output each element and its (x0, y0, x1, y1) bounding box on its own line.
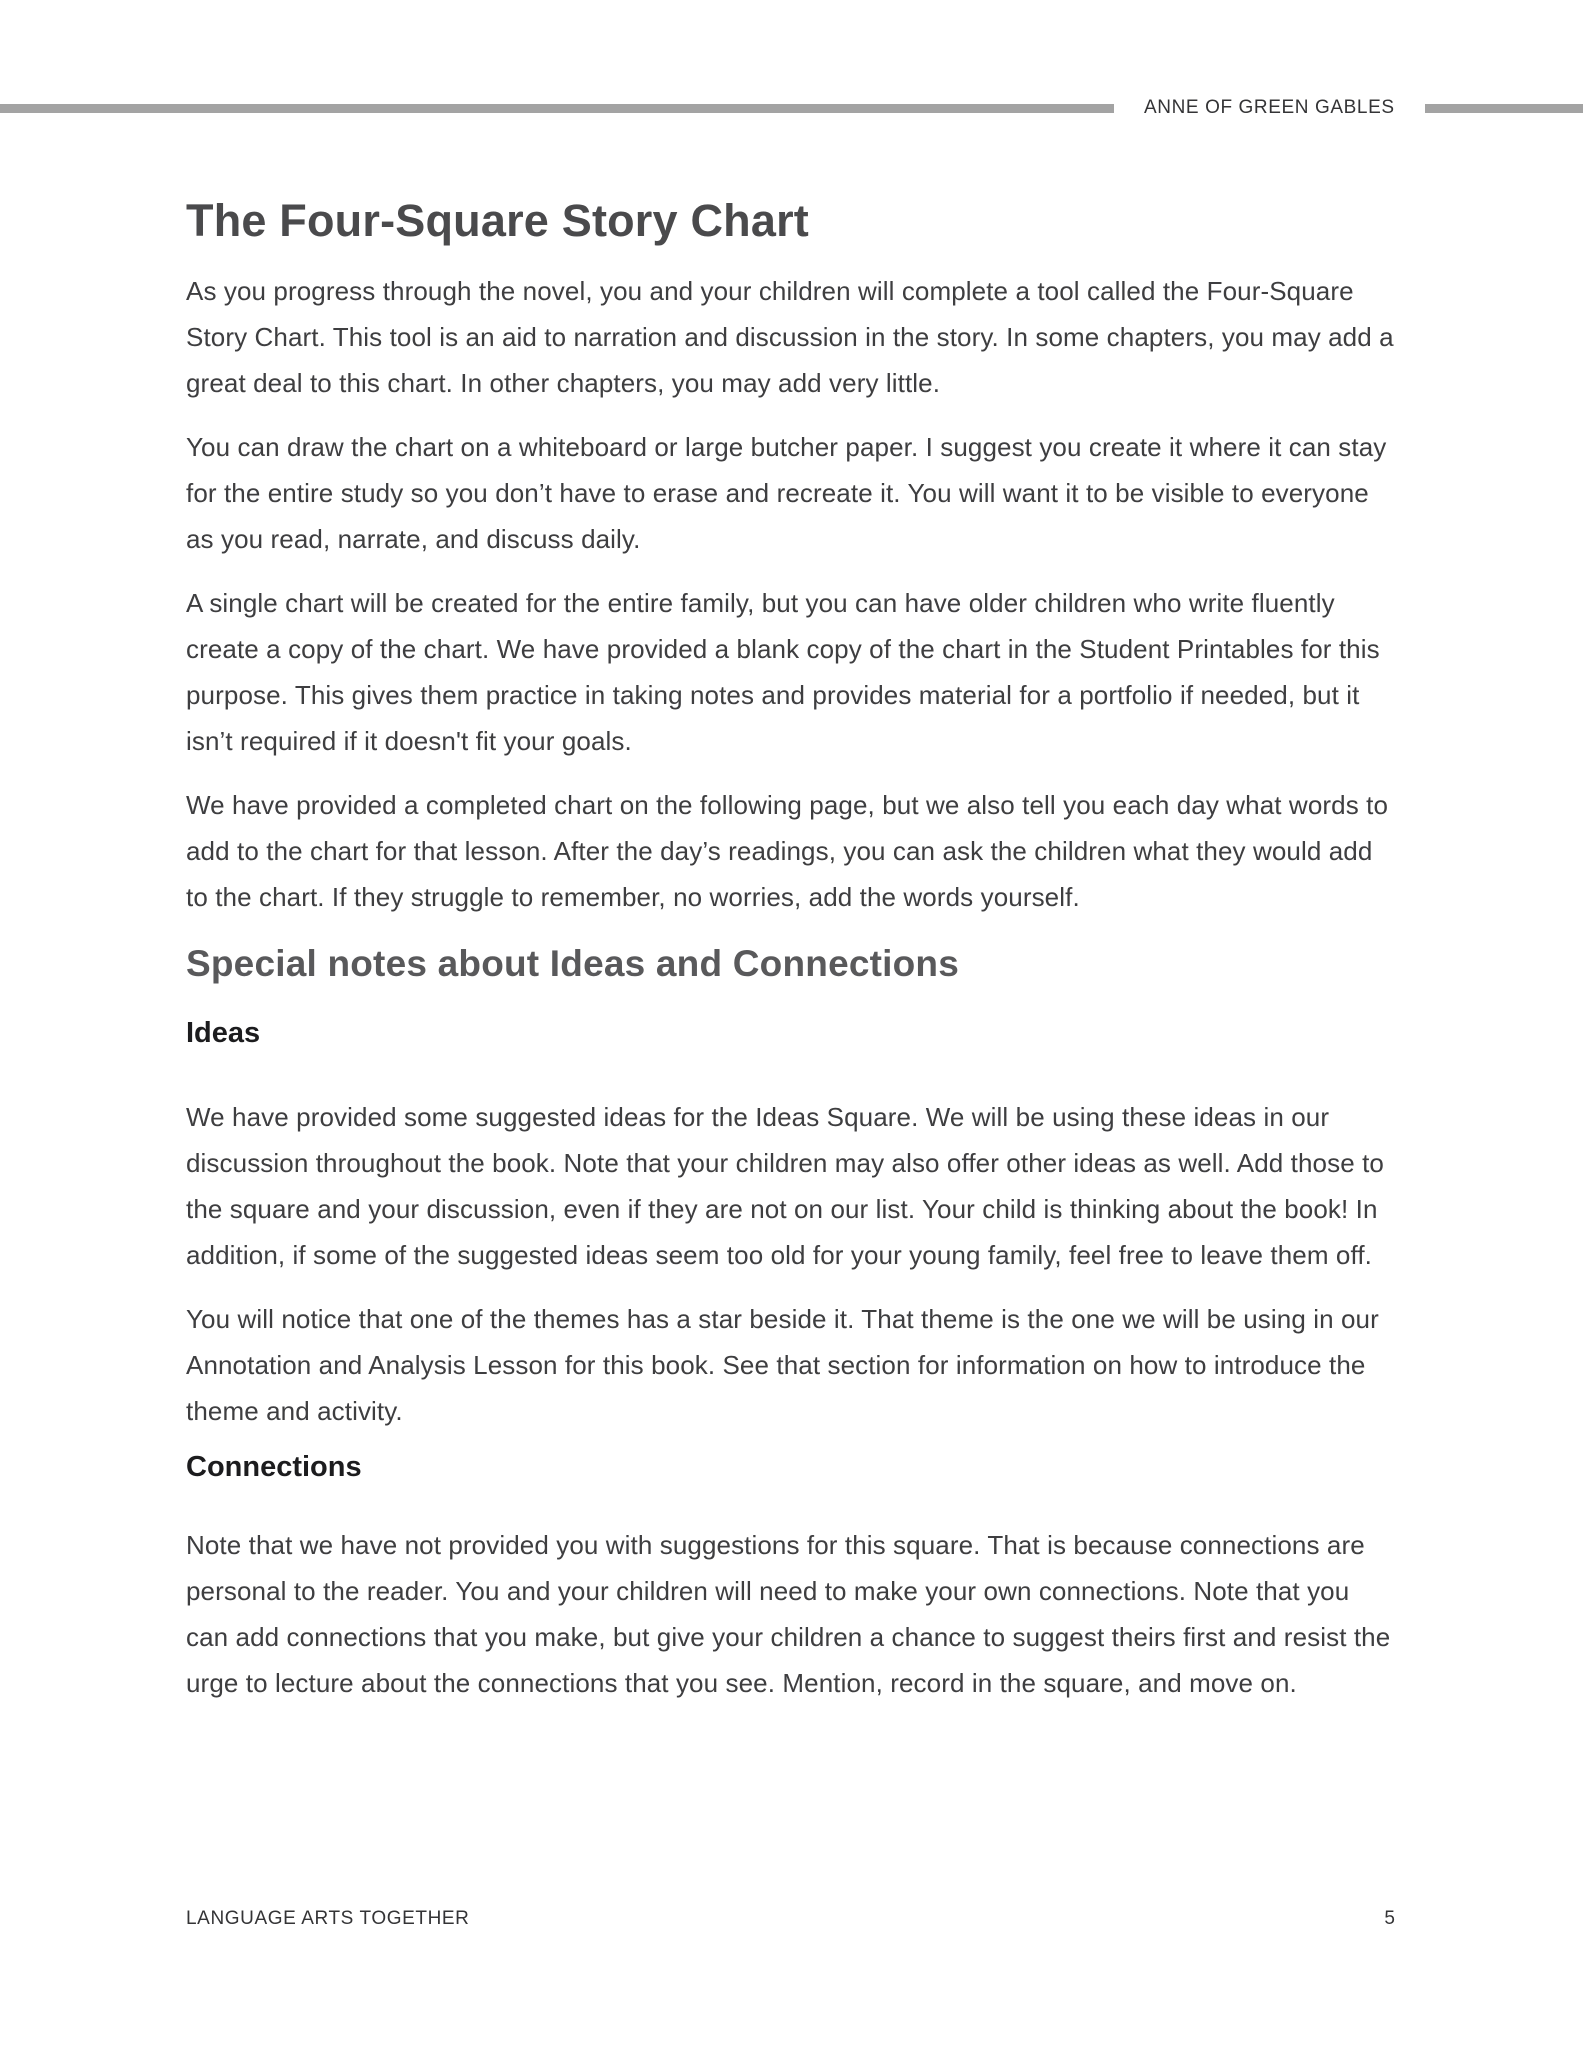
footer-page-number: 5 (1384, 1908, 1395, 1929)
ideas-paragraph-2: You will notice that one of the themes has a star beside it. That theme is the one we will be using in our Annotation and Analysis Lesson for this book. See that section for information on how to introduce the theme and activity. (186, 1304, 1379, 1426)
connections-heading: Connections (186, 1451, 362, 1483)
intro-paragraph-1: As you progress through the novel, you and your children will complete a tool called the Four-Square Story Chart. This tool is an aid to narration and discussion in the story. In some chapters, you may add a great deal to this chart. In other chapters, you may add very little. (186, 276, 1394, 398)
ideas-heading: Ideas (186, 1017, 261, 1049)
intro-paragraph-2: You can draw the chart on a whiteboard or large butcher paper. I suggest you create it where it can stay for the entire study so you don’t have to erase and recreate it. You will want it to be visible to everyone as you read, narrate, and discuss daily. (186, 432, 1387, 554)
page-footer (186, 1908, 1395, 1930)
intro-paragraph-3: A single chart will be created for the entire family, but you can have older children who write fluently create a copy of the chart. We have provided a blank copy of the chart in the Student Printables for this purpose. This gives them practice in taking notes and provides material for a portfolio if needed, but it isn’t required if it doesn't fit your goals. (186, 588, 1380, 756)
page-title: The Four-Square Story Chart (186, 195, 809, 246)
intro-paragraph-4: We have provided a completed chart on the following page, but we also tell you each day what words to add to the chart for that lesson. After the day’s readings, you can ask the children what they would add to the chart. If they struggle to remember, no worries, add the words yourself. (186, 790, 1388, 912)
ideas-paragraph-1: We have provided some suggested ideas for the Ideas Square. We will be using these ideas in our discussion throughout the book. Note that your children may also offer other ideas as well. Add those to the square and your discussion, even if they are not on our list. Your child is thinking about the book! In addition, if some of the suggested ideas seem too old for your young family, feel free to leave them off. (186, 1102, 1384, 1270)
footer-book-series: LANGUAGE ARTS TOGETHER (186, 1908, 470, 1929)
header-rule-right (1425, 104, 1583, 113)
connections-paragraph-1: Note that we have not provided you with suggestions for this square. That is because connections are personal to the reader. You and your children will need to make your own connections. Note that you can add connections that you make, but give your children a chance to suggest theirs first and resist the urge to lecture about the connections that you see. Mention, record in the square, and move on. (186, 1530, 1391, 1698)
page-content (186, 0, 1396, 1706)
section-heading-special-notes: Special notes about Ideas and Connections (186, 943, 960, 984)
running-book-title: ANNE OF GREEN GABLES (1144, 97, 1395, 118)
